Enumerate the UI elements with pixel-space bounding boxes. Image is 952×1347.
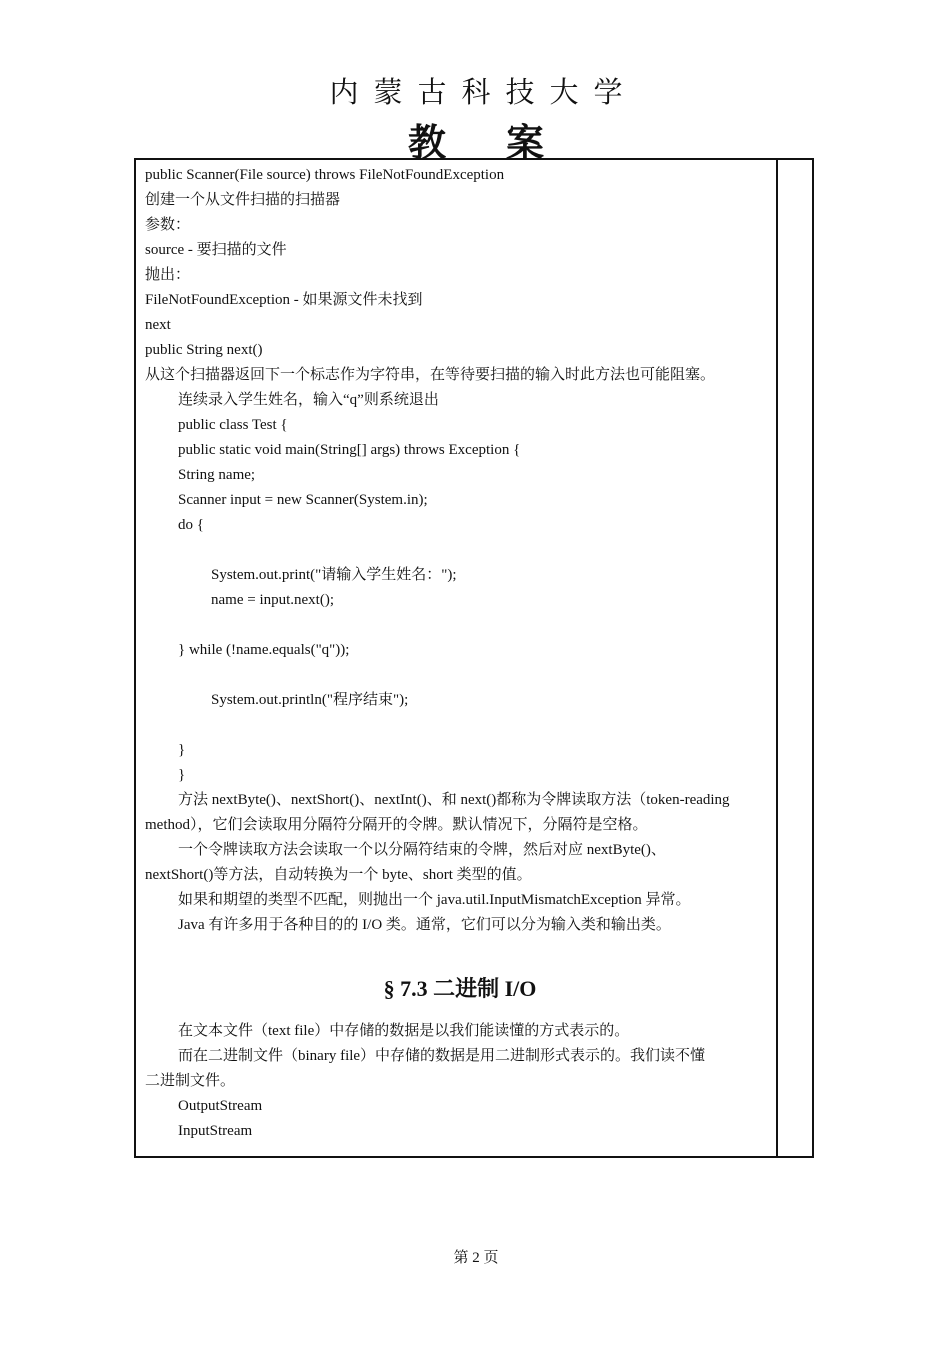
code-line: name = input.next();	[211, 592, 335, 608]
university-title: 内蒙古科技大学	[329, 75, 638, 109]
code-line: } while (!name.equals("q"));	[178, 642, 350, 658]
text-line: 在文本文件（text file）中存储的数据是以我们能读懂的方式表示的。	[178, 1023, 630, 1039]
text-line: public String next()	[145, 342, 263, 358]
text-line: OutputStream	[178, 1098, 263, 1114]
text-line: 方法 nextByte()、nextShort()、nextInt()、和 next()都称为令牌读取方法（token-reading	[178, 792, 730, 808]
code-line: }	[178, 767, 186, 783]
text-line: 参数：	[145, 217, 191, 233]
section-heading: § 7.3 二进制 I/O	[383, 976, 537, 1001]
text-line: 连续录入学生姓名，输入“q”则系统退出	[178, 392, 439, 408]
code-line: }	[178, 742, 186, 758]
text-line: nextShort()等方法，自动转换为一个 byte、short 类型的值。	[145, 867, 532, 883]
table-column-divider	[776, 160, 778, 1156]
text-line: Java 有许多用于各种目的的 I/O 类。通常，它们可以分为输入类和输出类。	[178, 917, 671, 933]
text-line: FileNotFoundException - 如果源文件未找到	[145, 292, 423, 308]
code-line: Scanner input = new Scanner(System.in);	[178, 492, 428, 508]
code-line: System.out.println("程序结束");	[211, 692, 409, 708]
code-line: public static void main(String[] args) throws Exception {	[178, 442, 521, 458]
text-line: 创建一个从文件扫描的扫描器	[145, 192, 341, 208]
text-line: InputStream	[178, 1123, 253, 1139]
content-table	[134, 158, 814, 1158]
text-line: 从这个扫描器返回下一个标志作为字符串，在等待要扫描的输入时此方法也可能阻塞。	[145, 367, 716, 383]
text-line: 抛出：	[145, 267, 191, 283]
code-line: do {	[178, 517, 204, 533]
text-line: source - 要扫描的文件	[145, 242, 287, 258]
document-type-title: 教案	[407, 120, 604, 165]
text-line: 二进制文件。	[145, 1073, 236, 1089]
text-line: next	[145, 317, 171, 333]
text-line: 如果和期望的类型不匹配，则抛出一个 java.util.InputMismatchException 异常。	[178, 892, 691, 908]
text-line: method），它们会读取用分隔符分隔开的令牌。默认情况下，分隔符是空格。	[145, 817, 648, 833]
code-line: System.out.print("请输入学生姓名：");	[211, 567, 457, 583]
code-line: String name;	[178, 467, 256, 483]
page-number: 第 2 页	[453, 1250, 499, 1266]
text-line: public Scanner(File source) throws FileNotFoundException	[145, 167, 505, 183]
text-line: 一个令牌读取方法会读取一个以分隔符结束的令牌，然后对应 nextByte()、	[178, 842, 666, 858]
code-line: public class Test {	[178, 417, 288, 433]
text-line: 而在二进制文件（binary file）中存储的数据是用二进制形式表示的。我们读不懂	[178, 1048, 706, 1064]
